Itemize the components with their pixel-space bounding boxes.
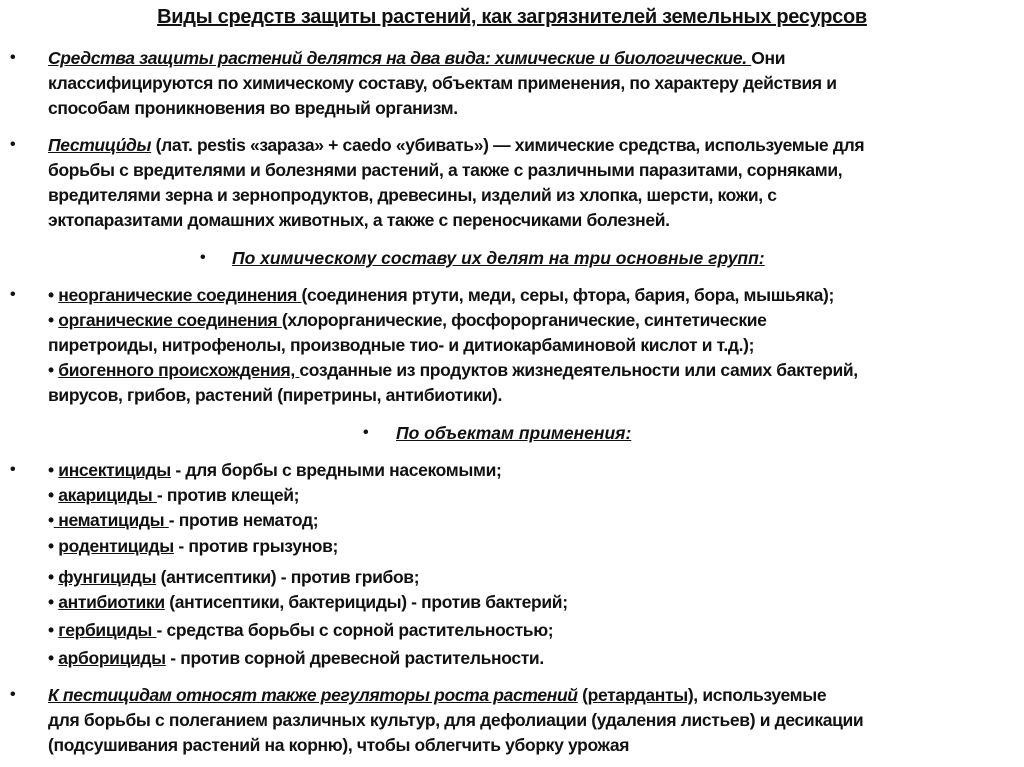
text-segment: • — [48, 285, 59, 305]
text-segment: Они — [751, 48, 786, 68]
text-segment: (антисептики, бактерициды) - против бактерий; — [164, 592, 568, 612]
emphasized-term: акарициды — [58, 485, 157, 505]
text-line — [48, 334, 754, 356]
text-line — [48, 509, 318, 531]
emphasized-term: инсектициды — [58, 460, 171, 480]
text-segment: • — [48, 510, 54, 530]
text-segment: • — [48, 567, 59, 587]
text-line — [48, 684, 826, 706]
text-segment: борьбы с вредителями и болезнями растений, а также с различными паразитами, сорняками, — [48, 160, 843, 180]
text-segment: • — [48, 648, 59, 668]
text-segment: • — [48, 536, 59, 556]
text-segment: способам проникновения во вредный организм. — [48, 98, 458, 118]
text-line — [48, 134, 864, 156]
text-line — [48, 459, 501, 481]
text-segment: созданные из продуктов жизнедеятельности или самих бактерий, — [299, 360, 858, 380]
emphasized-term: (ретарданты), — [582, 685, 698, 705]
text-line — [48, 484, 299, 506]
text-line — [48, 284, 834, 306]
text-line — [48, 359, 858, 381]
bullet: • — [10, 461, 16, 478]
bullet: • — [200, 249, 206, 266]
text-segment: эктопаразитами домашних животных, а также с переносчиками болезней. — [48, 210, 670, 230]
text-segment: • — [48, 360, 59, 380]
text-line — [48, 47, 785, 69]
bullet: • — [363, 424, 369, 441]
text-segment: вредителями зерна и зернопродуктов, древесины, изделий из хлопка, шерсти, кожи, с — [48, 185, 777, 205]
emphasized-term: нематициды — [53, 510, 169, 530]
emphasized-term: органические соединения — [58, 310, 282, 330]
text-segment: для борьбы с полеганием различных культур, для дефолиации (удаления листьев) и десикации — [48, 710, 864, 730]
text-line — [48, 709, 863, 731]
text-segment: (хлорорганические, фосфорорганические, синтетические — [281, 310, 767, 330]
emphasized-term: биогенного происхождения, — [58, 360, 300, 380]
text-line — [48, 734, 629, 756]
text-segment: классифицируются по химическому составу, объектам применения, по характеру действия и — [48, 73, 837, 93]
text-line — [48, 184, 777, 206]
emphasized-term: К пестицидам относят также регуляторы роста растений — [48, 685, 578, 705]
emphasized-term: родентициды — [58, 536, 174, 556]
text-segment: вирусов, грибов, растений (пиретрины, антибиотики). — [48, 385, 503, 405]
bullet: • — [10, 49, 16, 66]
emphasized-term: Средства защиты растений делятся на два вида: химические и биологические. — [48, 48, 752, 68]
text-segment: • — [48, 620, 59, 640]
text-line — [48, 535, 338, 557]
text-line — [48, 619, 553, 641]
text-line — [48, 72, 837, 94]
bullet: • — [10, 286, 16, 303]
text-segment: - для борбы с вредными насекомыми; — [170, 460, 502, 480]
bullet: • — [10, 686, 16, 703]
section-heading: По объектам применения: — [396, 423, 632, 443]
text-line — [48, 309, 767, 331]
text-segment: - против сорной древесной растительности. — [165, 648, 544, 668]
text-segment: (лат. pestis «зараза» + caedo «убивать») — химические средства, используемые для — [151, 135, 865, 155]
text-segment: (соединения ртути, меди, серы, фтора, бария, бора, мышьяка); — [301, 285, 835, 305]
section-heading: По химическому составу их делят на три основные групп: — [232, 248, 765, 268]
text-line — [48, 591, 568, 613]
text-line — [48, 159, 842, 181]
emphasized-term: гербициды — [58, 620, 157, 640]
text-segment: (подсушивания растений на корню), чтобы облегчить уборку урожая — [48, 735, 630, 755]
emphasized-term: фунгициды — [58, 567, 157, 587]
text-segment: используемые — [697, 685, 827, 705]
emphasized-term: антибиотики — [58, 592, 165, 612]
text-segment: • — [48, 460, 59, 480]
text-line — [48, 384, 502, 406]
text-line — [48, 209, 670, 231]
text-segment: - против нематод; — [168, 510, 319, 530]
slide-title: Виды средств защиты растений, как загрязнителей земельных ресурсов — [157, 6, 867, 28]
text-line — [48, 566, 419, 588]
text-segment: • — [48, 310, 59, 330]
text-segment: • — [48, 485, 59, 505]
bullet: • — [10, 136, 16, 153]
text-segment: - средства борьбы с сорной растительностью; — [156, 620, 554, 640]
text-segment: • — [48, 592, 59, 612]
text-segment: пиретроиды, нитрофенолы, производные тио- и дитиокарбаминовой кислот и т.д.); — [48, 335, 755, 355]
emphasized-term: арборициды — [58, 648, 166, 668]
text-line — [48, 97, 458, 119]
emphasized-term: Пестици́ды — [48, 135, 152, 155]
text-segment: - против грызунов; — [173, 536, 339, 556]
emphasized-term: неорганические соединения — [58, 285, 302, 305]
text-line — [48, 647, 544, 669]
text-segment: (антисептики) - против грибов; — [156, 567, 420, 587]
text-segment: - против клещей; — [156, 485, 300, 505]
